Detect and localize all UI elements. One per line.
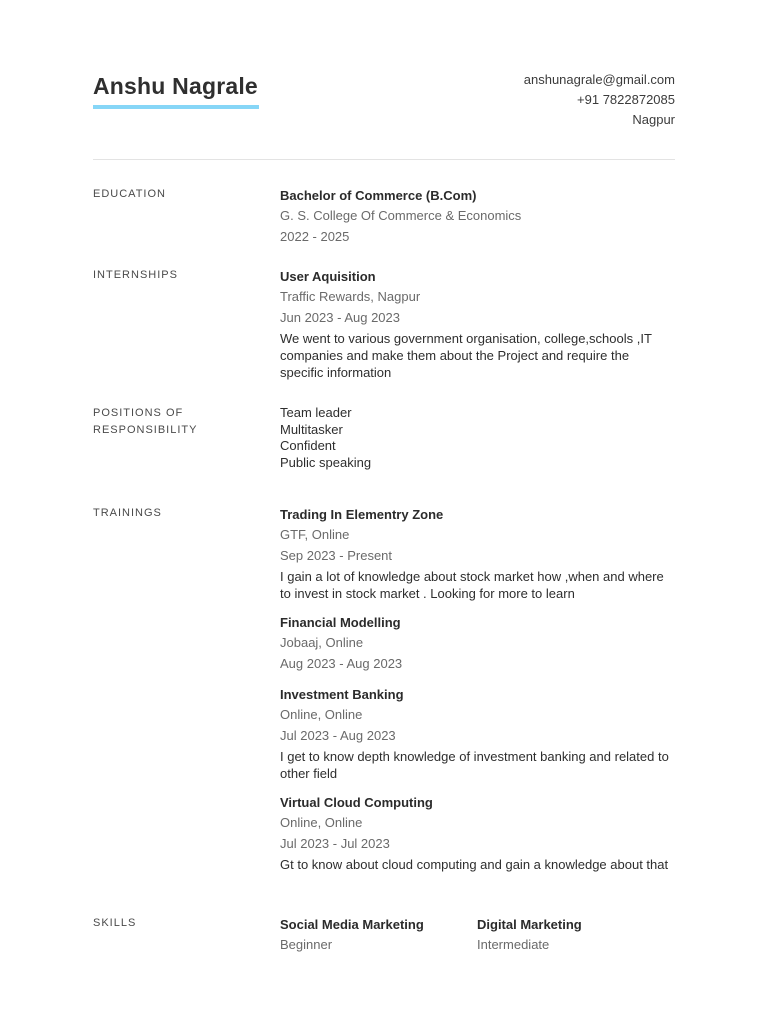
training-description: I gain a lot of knowledge about stock market how ,when and where to invest in stock market . Looking for more to learn (280, 569, 664, 601)
training-entry (280, 793, 675, 873)
trainings-body (280, 505, 675, 884)
training-title: Financial Modelling (280, 615, 401, 630)
phone-text: +91 7822872085 (577, 92, 675, 107)
skills-grid (280, 915, 675, 956)
training-dates: Aug 2023 - Aug 2023 (280, 655, 403, 671)
internship-title: User Aquisition (280, 269, 376, 284)
header-divider (93, 159, 675, 160)
position-item: Confident (280, 438, 336, 453)
candidate-name: Anshu Nagrale (93, 73, 258, 99)
training-title: Trading In Elementry Zone (280, 507, 444, 522)
training-organization: Online, Online (280, 707, 363, 722)
training-organization: GTF, Online (280, 527, 350, 542)
institution-name: G. S. College Of Commerce & Economics (280, 208, 522, 223)
skill-level: Beginner (280, 937, 333, 952)
training-entry (280, 505, 675, 602)
internships-body (280, 267, 675, 392)
section-label-education: EDUCATION (93, 188, 166, 200)
education-entry (280, 186, 675, 247)
section-label-internships: INTERNSHIPS (93, 269, 178, 281)
name-block (93, 71, 259, 109)
training-description: Gt to know about cloud computing and gain a knowledge about that (280, 857, 669, 872)
section-label-skills: SKILLS (93, 917, 137, 929)
training-entry (280, 685, 675, 782)
positions-body (280, 405, 675, 471)
training-dates: Jul 2023 - Jul 2023 (280, 835, 390, 851)
skill-item (477, 915, 674, 956)
skill-name: Social Media Marketing (280, 917, 424, 932)
skills-body (280, 915, 675, 956)
skill-name: Digital Marketing (477, 917, 582, 932)
training-title: Investment Banking (280, 687, 404, 702)
section-label-line: RESPONSIBILITY (93, 424, 198, 436)
training-description: I get to know depth knowledge of investment banking and related to other field (280, 749, 669, 781)
training-dates: Sep 2023 - Present (280, 547, 393, 563)
internship-dates: Jun 2023 - Aug 2023 (280, 309, 400, 325)
training-organization: Jobaaj, Online (280, 635, 364, 650)
section-label-trainings: TRAININGS (93, 507, 162, 519)
skill-level: Intermediate (477, 937, 550, 952)
email-text: anshunagrale@gmail.com (523, 72, 675, 87)
position-item: Team leader (280, 405, 352, 420)
contact-block (524, 70, 675, 130)
internship-description: We went to various government organisation, college,schools ,IT companies and make them about the Project and require the specific information (280, 331, 652, 380)
education-dates: 2022 - 2025 (280, 228, 350, 244)
training-dates: Jul 2023 - Aug 2023 (280, 727, 396, 743)
degree-title: Bachelor of Commerce (B.Com) (280, 188, 477, 203)
training-entry (280, 613, 675, 674)
training-title: Virtual Cloud Computing (280, 795, 433, 810)
location-text: Nagpur (632, 112, 675, 127)
section-label-positions (93, 405, 263, 439)
training-organization: Online, Online (280, 815, 363, 830)
position-item: Public speaking (280, 454, 372, 470)
skill-item (280, 915, 477, 956)
internship-organization: Traffic Rewards, Nagpur (280, 289, 421, 304)
name-underline (93, 105, 259, 109)
position-item: Multitasker (280, 421, 343, 437)
education-body (280, 186, 675, 258)
internship-entry (280, 267, 675, 381)
section-label-line: POSITIONS OF (93, 407, 184, 419)
